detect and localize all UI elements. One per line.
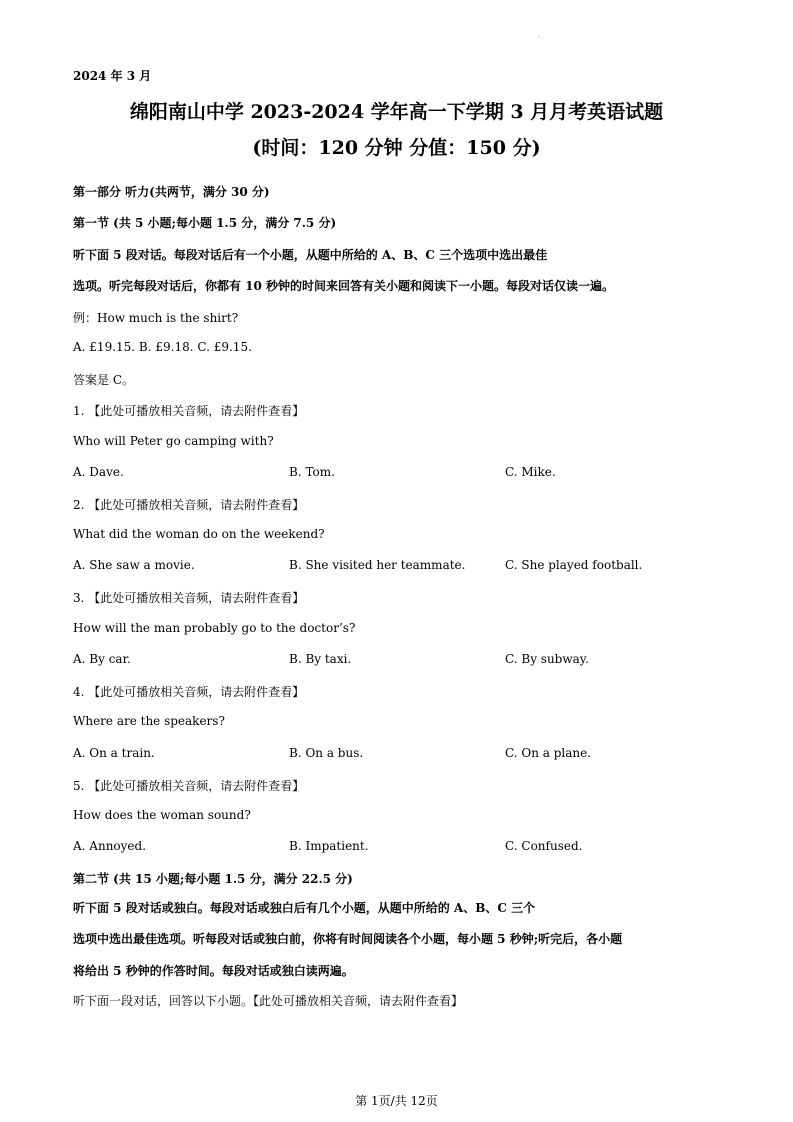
corner-mark: .: [538, 32, 540, 39]
page-number: 第 1页/共 12页: [355, 1094, 438, 1108]
question-1-label: 1. 【此处可播放相关音频，请去附件查看】: [73, 404, 305, 418]
example-options: A. £19.15. B. £9.18. C. £9.15.: [73, 340, 252, 354]
question-2-text: What did the woman do on the weekend?: [73, 527, 325, 541]
example-question: 例：How much is the shirt?: [73, 311, 239, 325]
question-4-label: 4. 【此处可播放相关音频，请去附件查看】: [73, 685, 305, 699]
section2-instruction-3: 将给出 5 秒钟的作答时间。每段对话或独白读两遍。: [73, 964, 354, 978]
exam-date: 2024 年 3 月: [73, 69, 152, 83]
question-2-option-b: B. She visited her teammate.: [289, 558, 466, 572]
section2-listen-line: 听下面一段对话，回答以下小题。【此处可播放相关音频，请去附件查看】: [73, 994, 464, 1008]
question-4-text: Where are the speakers?: [73, 714, 225, 728]
question-3-option-a: A. By car.: [73, 652, 131, 666]
section1-heading: 第一节 (共 5 小题;每小题 1.5 分，满分 7.5 分): [73, 216, 337, 230]
question-5-option-c: C. Confused.: [505, 839, 583, 853]
question-1-option-c: C. Mike.: [505, 465, 556, 479]
question-1-option-a: A. Dave.: [73, 465, 124, 479]
section2-instruction-2: 选项中选出最佳选项。听每段对话或独白前，你将有时间阅读各个小题，每小题 5 秒钟;听完后，各小题: [73, 932, 623, 946]
question-5-option-a: A. Annoyed.: [73, 839, 147, 853]
question-2-label: 2. 【此处可播放相关音频，请去附件查看】: [73, 498, 305, 512]
section1-instruction-2: 选项。听完每段对话后，你都有 10 秒钟的时间来回答有关小题和阅读下一小题。每段对话仅读一遍。: [73, 279, 615, 293]
part1-heading: 第一部分 听力(共两节，满分 30 分): [73, 185, 270, 199]
question-5-text: How does the woman sound?: [73, 808, 251, 822]
question-4-option-b: B. On a bus.: [289, 746, 364, 760]
exam-title: 绵阳南山中学 2023-2024 学年高一下学期 3 月月考英语试题: [129, 101, 664, 123]
section1-instruction-1: 听下面 5 段对话。每段对话后有一个小题，从题中所给的 A、B、C 三个选项中选出最佳: [73, 248, 548, 262]
exam-subtitle: (时间：120 分钟 分值：150 分): [252, 137, 541, 159]
question-3-label: 3. 【此处可播放相关音频，请去附件查看】: [73, 591, 305, 605]
question-2-option-c: C. She played football.: [505, 558, 643, 572]
question-3-option-c: C. By subway.: [505, 652, 589, 666]
question-5-option-b: B. Impatient.: [289, 839, 369, 853]
section2-instruction-1: 听下面 5 段对话或独白。每段对话或独白后有几个小题，从题中所给的 A、B、C 三个: [73, 901, 536, 915]
section2-heading: 第二节 (共 15 小题;每小题 1.5 分，满分 22.5 分): [73, 872, 353, 886]
example-answer: 答案是 C。: [73, 373, 134, 387]
question-4-option-a: A. On a train.: [73, 746, 155, 760]
question-1-option-b: B. Tom.: [289, 465, 335, 479]
question-2-option-a: A. She saw a movie.: [73, 558, 195, 572]
question-1-text: Who will Peter go camping with?: [73, 434, 274, 448]
question-5-label: 5. 【此处可播放相关音频，请去附件查看】: [73, 779, 305, 793]
question-3-option-b: B. By taxi.: [289, 652, 352, 666]
question-4-option-c: C. On a plane.: [505, 746, 592, 760]
question-3-text: How will the man probably go to the doctor’s?: [73, 621, 356, 635]
